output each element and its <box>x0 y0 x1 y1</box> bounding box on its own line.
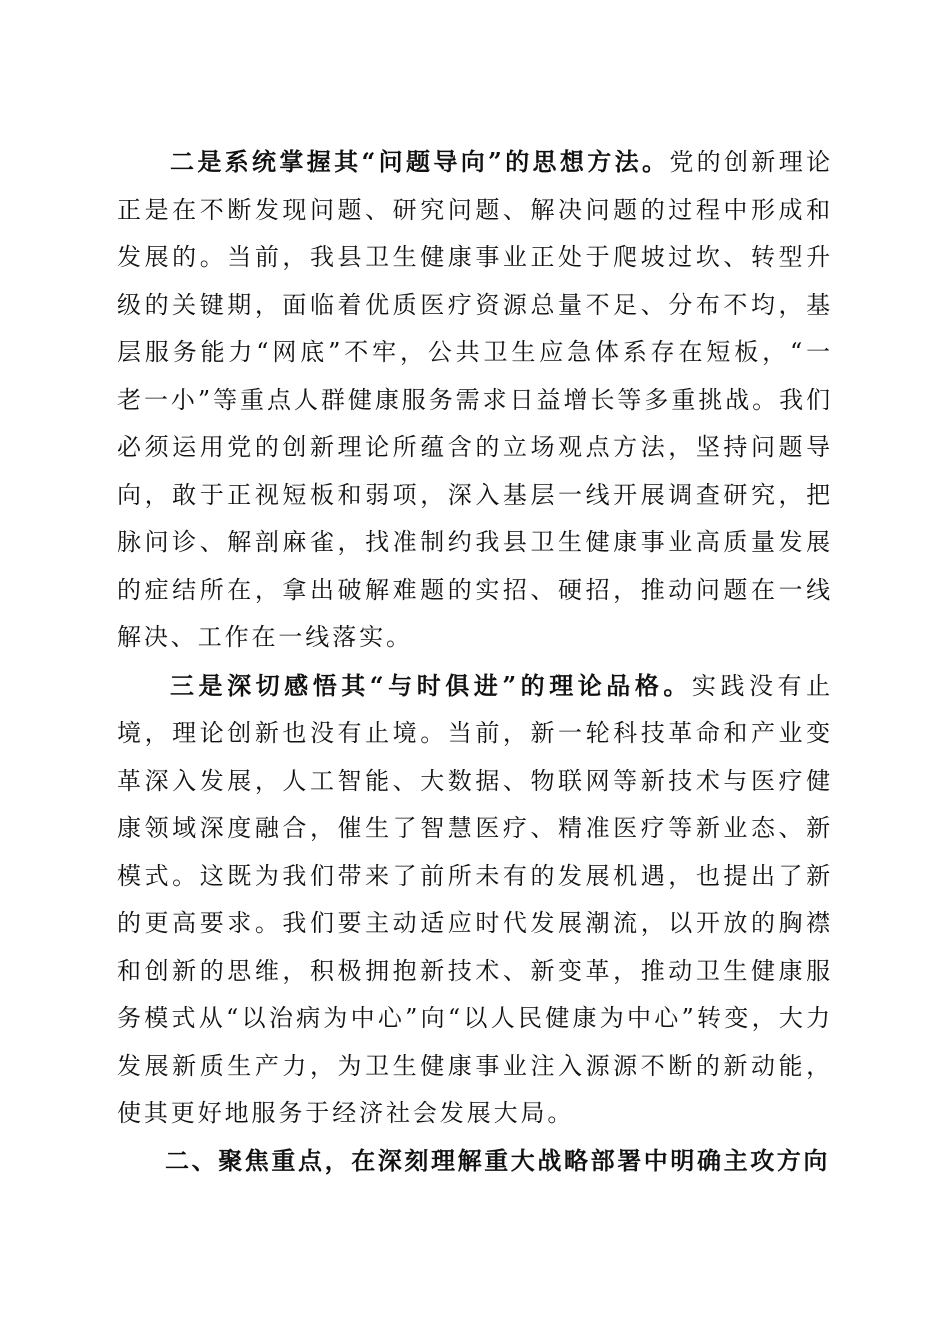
paragraph-lead: 二是系统掌握其“问题导向”的思想方法。 <box>170 147 670 176</box>
paragraph-body: 实践没有止境，理论创新也没有止境。当前，新一轮科技革命和产业变革深入发展，人工智能、大数据、物联网等新技术与医疗健康领域深度融合，催生了智慧医疗、精准医疗等新业态、新模式。这既为我们带来了前所未有的发展机遇，也提出了新的更高要求。我们要主动适应时代发展潮流，以开放的胸襟和创新的思维，积极拥抱新技术、新变革，推动卫生健康服务模式从“以治病为中心”向“以人民健康为中心”转变，大力发展新质生产力，为卫生健康事业注入源源不断的新动能，使其更好地服务于经济社会发展大局。 <box>117 671 833 1127</box>
paragraph-body: 党的创新理论正是在不断发现问题、研究问题、解决问题的过程中形成和发展的。当前，我县卫生健康事业正处于爬坡过坎、转型升级的关键期，面临着优质医疗资源总量不足、分布不均，基层服务能力“网底”不牢，公共卫生应急体系存在短板，“一老一小”等重点人群健康服务需求日益增长等多重挑战。我们必须运用党的创新理论所蕴含的立场观点方法，坚持问题导向，敢于正视短板和弱项，深入基层一线开展调查研究，把脉问诊、解剖麻雀，找准制约我县卫生健康事业高质量发展的症结所在，拿出破解难题的实招、硬招，推动问题在一线解决、工作在一线落实。 <box>117 148 833 651</box>
paragraph-problem-oriented <box>117 138 833 662</box>
section-heading: 二、聚焦重点，在深刻理解重大战略部署中明确主攻方向 <box>165 1146 830 1175</box>
document-body <box>117 138 833 1185</box>
paragraph-keeping-pace <box>117 662 833 1138</box>
paragraph-lead: 三是深切感悟其“与时俱进”的理论品格。 <box>170 670 692 700</box>
